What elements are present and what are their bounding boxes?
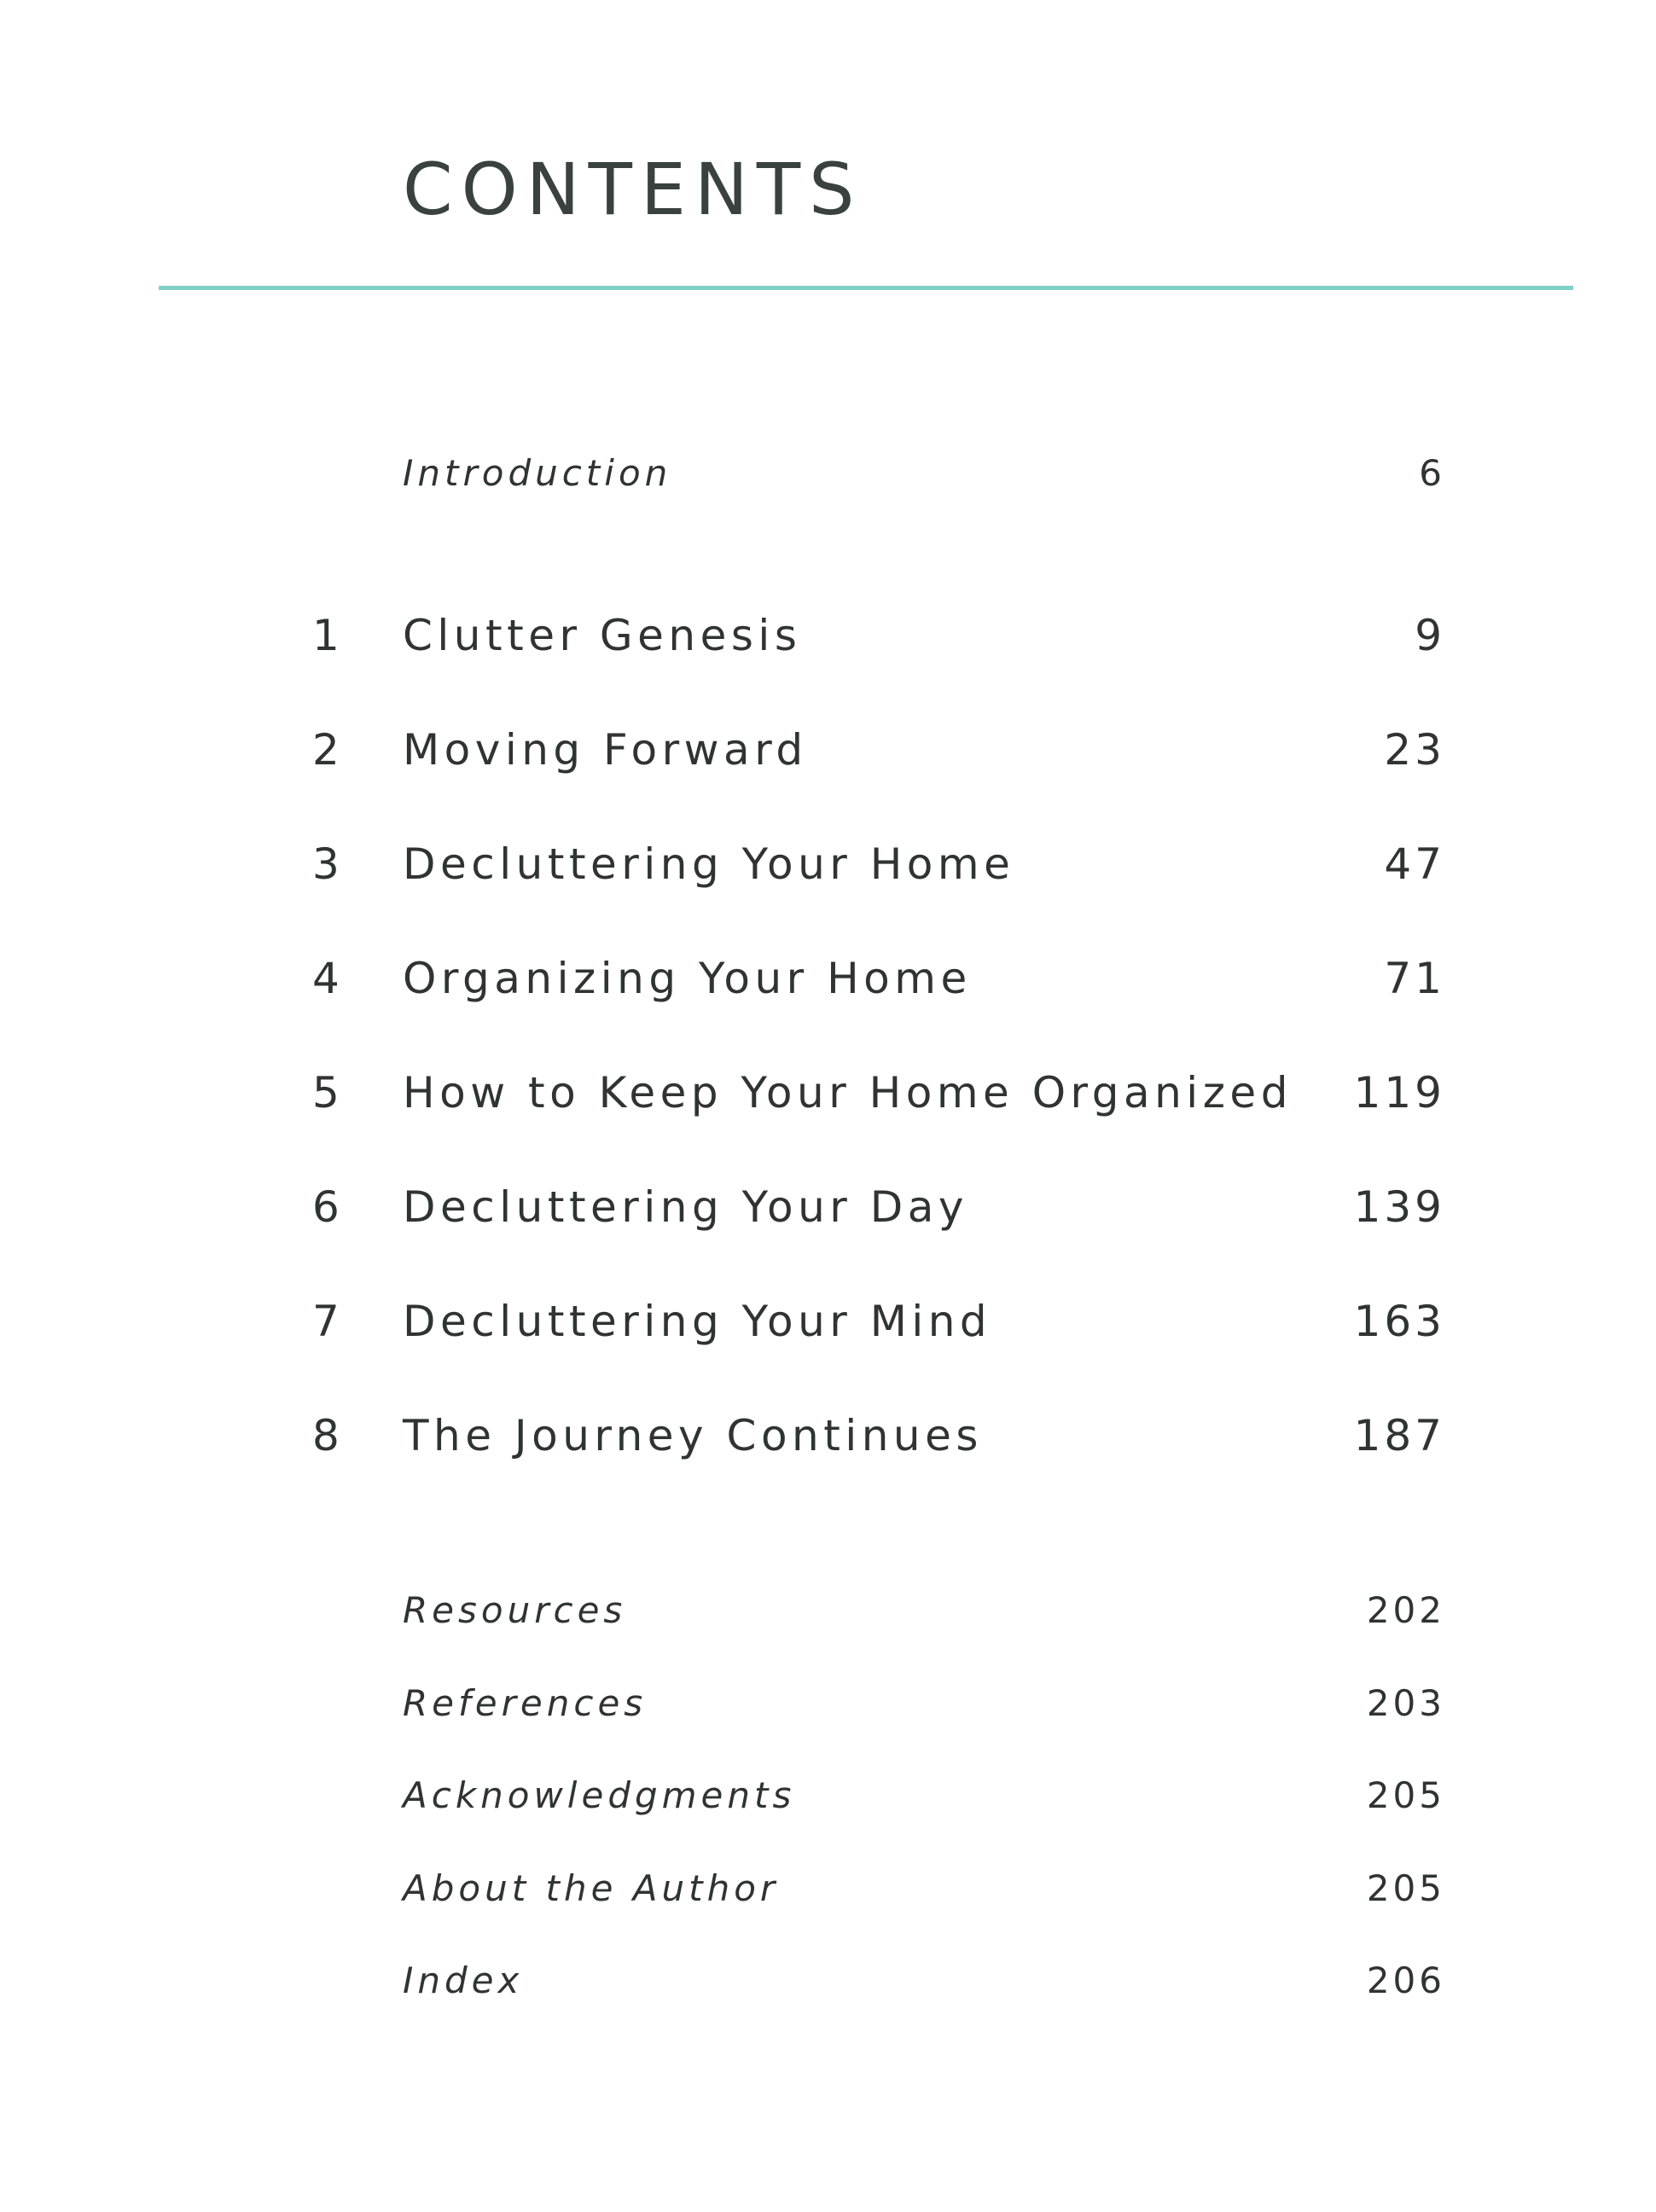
chapter-title: How to Keep Your Home Organized (403, 1068, 1293, 1118)
chapter-number: 5 (312, 1068, 341, 1118)
toc-chapter-8[interactable] (0, 1402, 1656, 1470)
chapter-page: 9 (1415, 611, 1445, 660)
chapter-page: 71 (1384, 954, 1445, 1003)
toc-entry-references[interactable] (0, 1669, 1656, 1738)
toc-chapter-3[interactable] (0, 830, 1656, 898)
toc-entry-label: Resources (403, 1589, 627, 1631)
toc-entry-page: 205 (1366, 1867, 1445, 1909)
toc-chapter-5[interactable] (0, 1059, 1656, 1127)
chapter-title: The Journey Continues (403, 1411, 983, 1460)
chapter-number: 3 (312, 839, 341, 889)
chapter-title: Clutter Genesis (403, 611, 802, 660)
chapter-page: 119 (1353, 1068, 1445, 1118)
toc-entry-page: 6 (1419, 452, 1445, 494)
toc-chapter-2[interactable] (0, 716, 1656, 784)
chapter-title: Moving Forward (403, 725, 808, 775)
toc-chapter-7[interactable] (0, 1287, 1656, 1356)
chapter-page: 23 (1384, 725, 1445, 775)
toc-entry-label: Introduction (403, 452, 672, 494)
chapter-number: 4 (312, 954, 341, 1003)
toc-chapter-1[interactable] (0, 601, 1656, 670)
chapter-title: Organizing Your Home (403, 954, 972, 1003)
chapter-page: 47 (1384, 839, 1445, 889)
toc-entry-about-the-author[interactable] (0, 1855, 1656, 1923)
toc-entry-page: 206 (1366, 1959, 1445, 2001)
toc-entry-acknowledgments[interactable] (0, 1762, 1656, 1830)
chapter-page: 163 (1353, 1297, 1445, 1346)
chapter-title: Decluttering Your Home (403, 839, 1015, 889)
chapter-number: 8 (312, 1411, 341, 1460)
toc-entry-page: 202 (1366, 1589, 1445, 1631)
title-divider (159, 286, 1573, 290)
toc-entry-page: 205 (1366, 1774, 1445, 1816)
toc-entry-page: 203 (1366, 1682, 1445, 1724)
page-title: CONTENTS (403, 148, 863, 231)
chapter-page: 187 (1353, 1411, 1445, 1460)
toc-entry-introduction[interactable] (0, 439, 1656, 508)
chapter-number: 2 (312, 725, 341, 775)
toc-entry-label: Acknowledgments (403, 1774, 796, 1816)
chapter-page: 139 (1353, 1182, 1445, 1232)
toc-chapter-4[interactable] (0, 944, 1656, 1013)
chapter-number: 7 (312, 1297, 341, 1346)
chapter-title: Decluttering Your Mind (403, 1297, 992, 1346)
chapter-number: 1 (312, 611, 341, 660)
toc-entry-label: Index (403, 1959, 524, 2001)
toc-entry-resources[interactable] (0, 1576, 1656, 1645)
chapter-title: Decluttering Your Day (403, 1182, 968, 1232)
toc-entry-index[interactable] (0, 1947, 1656, 2015)
toc-chapter-6[interactable] (0, 1173, 1656, 1241)
toc-entry-label: About the Author (403, 1867, 780, 1909)
toc-entry-label: References (403, 1682, 648, 1724)
chapter-number: 6 (312, 1182, 341, 1232)
